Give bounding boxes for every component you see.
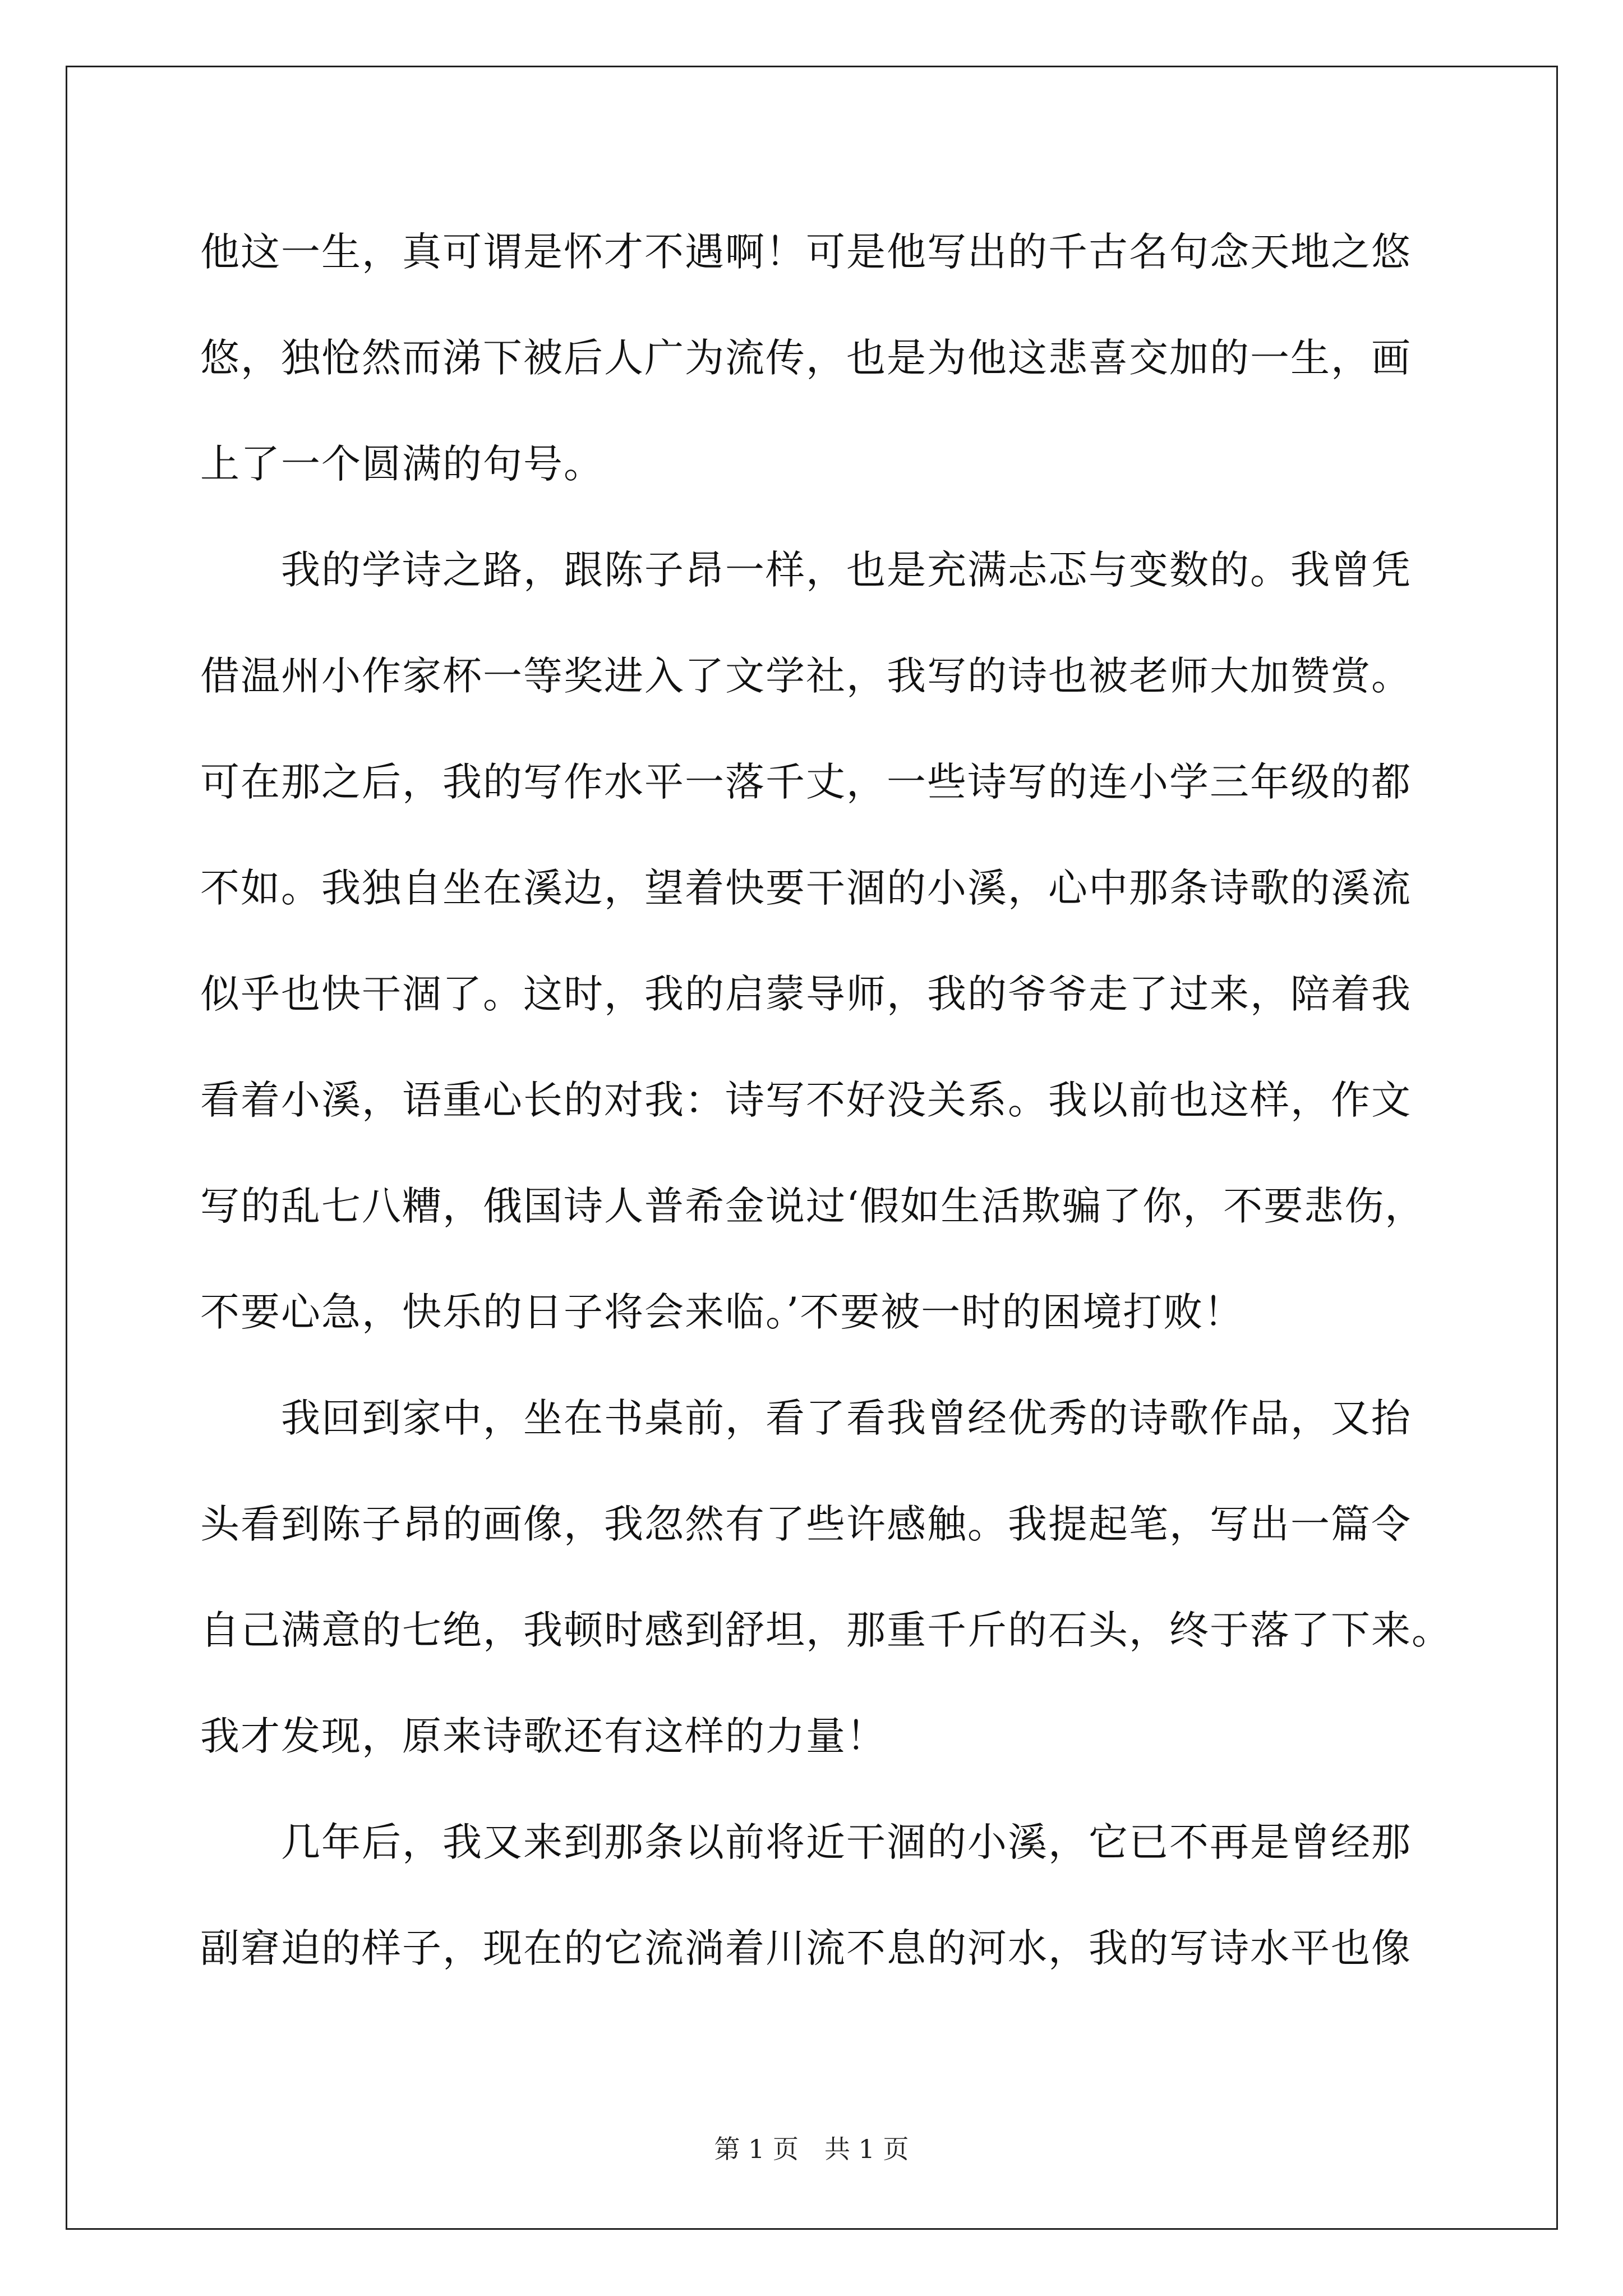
text-line: 写的乱七八糟，俄国诗人普希金说过‘假如生活欺骗了你，不要悲伤， (200, 1183, 1426, 1229)
document-body (200, 215, 1452, 2018)
text-line: 悠，独怆然而涕下被后人广为流传，也是为他这悲喜交加的一生，画 (200, 335, 1412, 381)
text-line: 看着小溪，语重心长的对我：诗写不好没关系。我以前也这样，作文 (200, 1077, 1412, 1123)
text-line: 我回到家中，坐在书桌前，看了看我曾经优秀的诗歌作品，又抬 (200, 1395, 1412, 1441)
text-line: 他这一生，真可谓是怀才不遇啊！可是他写出的千古名句念天地之悠 (200, 229, 1412, 275)
text-line: 我才发现，原来诗歌还有这样的力量！ (200, 1713, 887, 1759)
text-line: 不如。我独自坐在溪边，望着快要干涸的小溪，心中那条诗歌的溪流 (200, 865, 1412, 911)
text-line: 可在那之后，我的写作水平一落千丈，一些诗写的连小学三年级的都 (200, 759, 1412, 805)
text-line: 我的学诗之路，跟陈子昂一样，也是充满忐忑与变数的。我曾凭 (200, 547, 1412, 593)
text-line: 副窘迫的样子，现在的它流淌着川流不息的河水，我的写诗水平也像 (200, 1925, 1412, 1971)
text-line: 几年后，我又来到那条以前将近干涸的小溪，它已不再是曾经那 (200, 1819, 1412, 1865)
text-line: 借温州小作家杯一等奖进入了文学社，我写的诗也被老师大加赞赏。 (200, 653, 1412, 699)
text-line: 上了一个圆满的句号。 (200, 441, 604, 487)
text-line: 似乎也快干涸了。这时，我的启蒙导师，我的爷爷走了过来，陪着我 (200, 971, 1412, 1017)
text-line: 不要心急，快乐的日子将会来临。’不要被一时的困境打败！ (200, 1289, 1244, 1335)
text-line: 头看到陈子昂的画像，我忽然有了些许感触。我提起笔，写出一篇令 (200, 1501, 1412, 1547)
text-line: 自己满意的七绝，我顿时感到舒坦，那重千斤的石头，终于落了下来。 (200, 1607, 1452, 1653)
page-number-footer: 第 1 页 共 1 页 (714, 2134, 909, 2164)
